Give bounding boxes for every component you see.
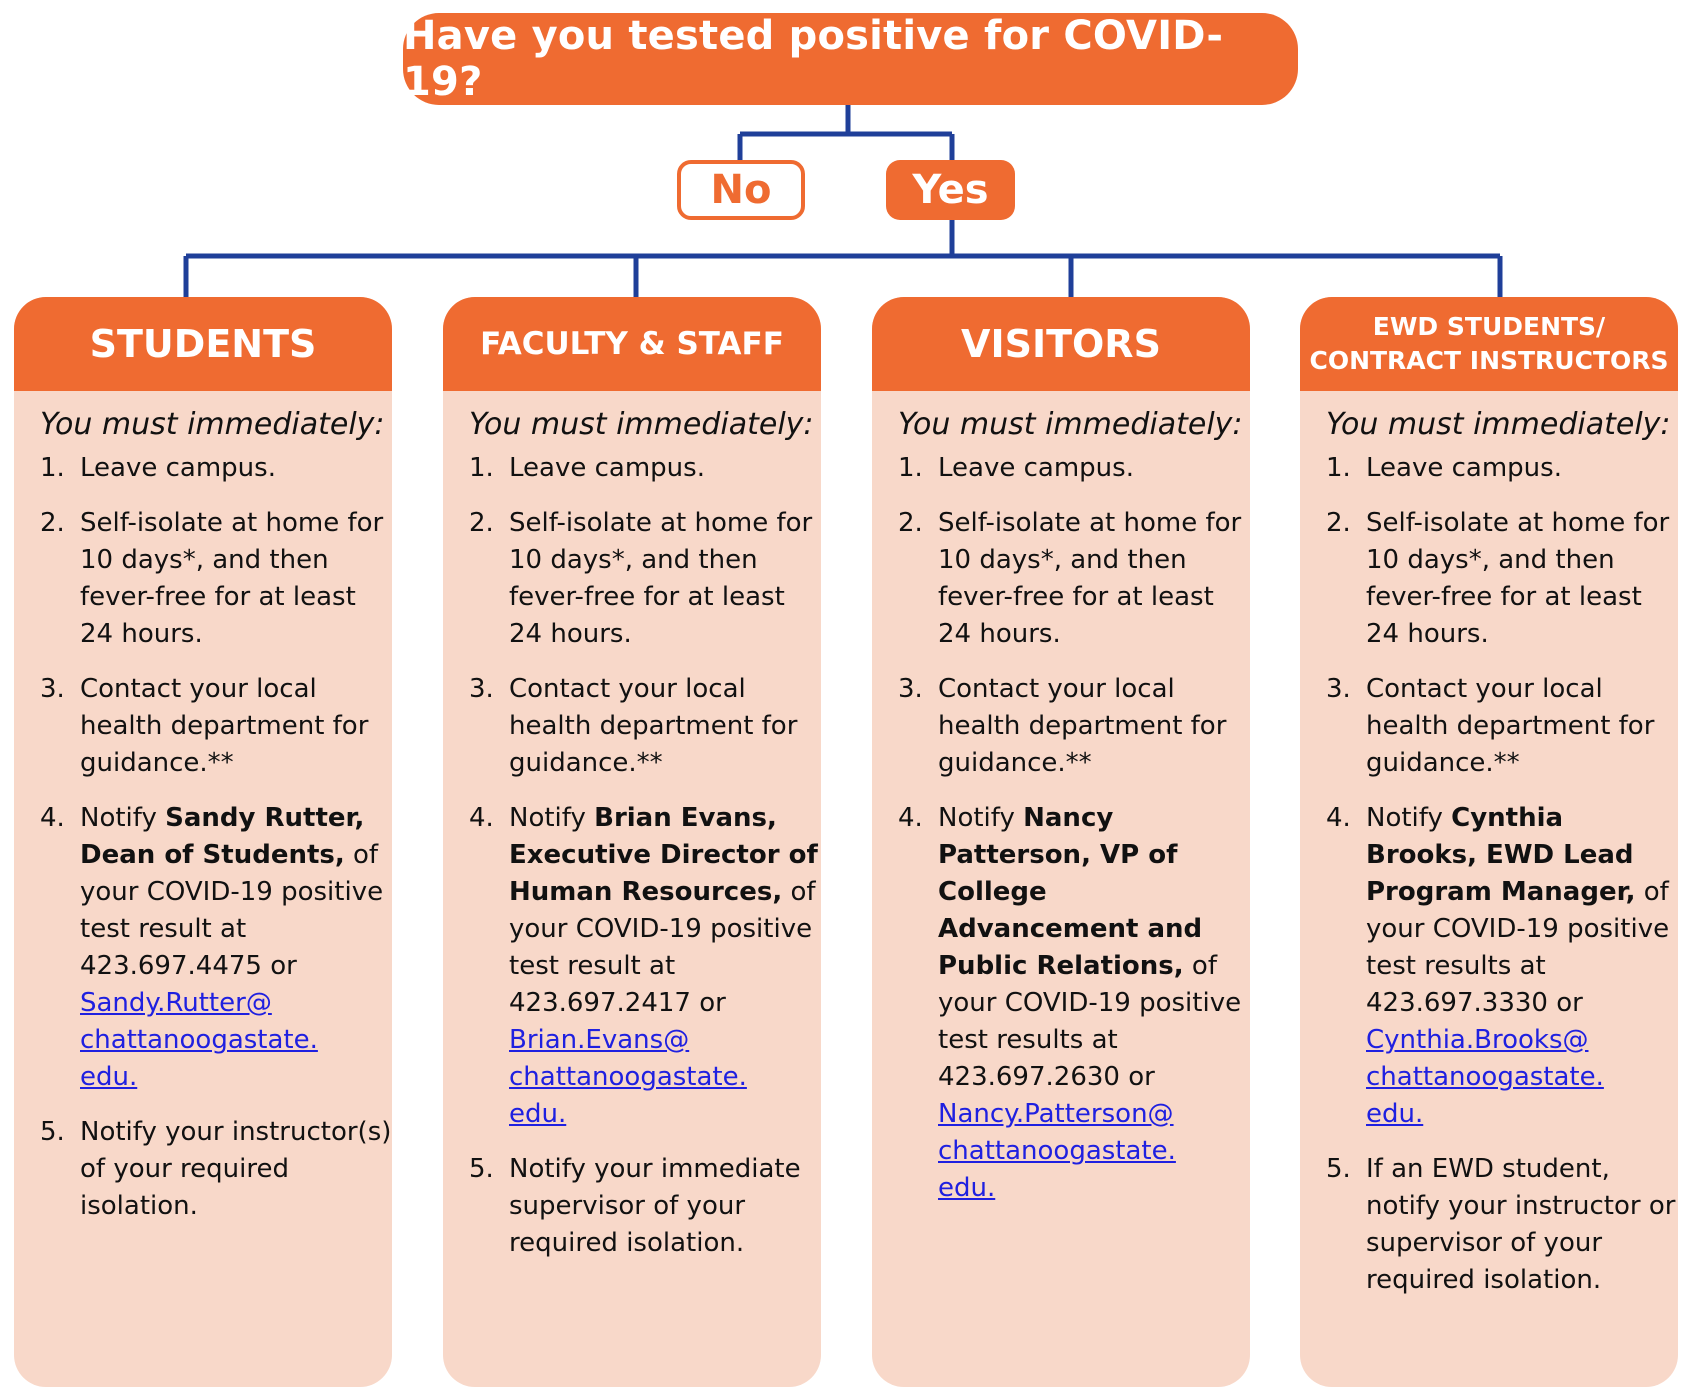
panel-students xyxy=(14,297,392,1387)
step-1: 1. Leave campus. xyxy=(40,453,276,483)
contact-name: Cynthia Brooks, EWD Lead Program Manager, xyxy=(1366,803,1636,907)
contact-name: Sandy Rutter, Dean of Students, xyxy=(80,803,365,870)
answer-no: No xyxy=(677,160,805,220)
contact-name: Brian Evans, Executive Director of Human Resources, xyxy=(509,803,818,907)
step-1: 1. Leave campus. xyxy=(898,453,1134,483)
step-5: 5. Notify your immediate supervisor of your required isolation. xyxy=(469,1154,801,1258)
step-5: 5. If an EWD student, notify your instructor or supervisor of your required isolation. xyxy=(1326,1154,1676,1295)
panel-intro: You must immediately: xyxy=(469,407,814,442)
step-4: 4. Notify Nancy Patterson, VP of College Advancement and Public Relations, of your COVID-19 positive test results at 423.697.2630 or Nancy.Patterson@ chattanoogastate. edu. xyxy=(898,800,1250,1207)
panel-intro: You must immediately: xyxy=(898,407,1243,442)
step-3: 3. Contact your local health department for guidance.** xyxy=(1326,674,1655,778)
step-5: 5. Notify your instructor(s) of your required isolation. xyxy=(40,1117,392,1221)
step-1: 1. Leave campus. xyxy=(469,453,705,483)
email-link[interactable]: Sandy.Rutter@ chattanoogastate. edu. xyxy=(80,988,318,1092)
panel-intro: You must immediately: xyxy=(1326,407,1671,442)
panel-title: VISITORS xyxy=(872,297,1250,391)
step-2: 2. Self-isolate at home for 10 days*, and then fever-free for at least 24 hours. xyxy=(469,508,813,649)
question-box: Have you tested positive for COVID-19? xyxy=(403,13,1298,105)
panel-title: STUDENTS xyxy=(14,297,392,391)
email-link[interactable]: Brian.Evans@ chattanoogastate. edu. xyxy=(509,1025,747,1129)
panel-title: FACULTY & STAFF xyxy=(443,297,821,391)
step-3: 3. Contact your local health department for guidance.** xyxy=(898,674,1227,778)
answer-yes: Yes xyxy=(886,160,1015,220)
contact-name: Nancy Patterson, VP of College Advancement and Public Relations, xyxy=(938,803,1203,981)
email-link[interactable]: Cynthia.Brooks@ chattanoogastate. edu. xyxy=(1366,1025,1604,1129)
step-4: 4. Notify Sandy Rutter, Dean of Students, of your COVID-19 positive test result at 423.697.4475 or Sandy.Rutter@ chattanoogastate. edu. xyxy=(40,800,392,1096)
step-1: 1. Leave campus. xyxy=(1326,453,1562,483)
email-link[interactable]: Nancy.Patterson@ chattanoogastate. edu. xyxy=(938,1099,1176,1203)
step-4: 4. Notify Cynthia Brooks, EWD Lead Program Manager, of your COVID-19 positive test results at 423.697.3330 or Cynthia.Brooks@ chattanoogastate. edu. xyxy=(1326,800,1678,1133)
step-2: 2. Self-isolate at home for 10 days*, and then fever-free for at least 24 hours. xyxy=(898,508,1242,649)
step-3: 3. Contact your local health department for guidance.** xyxy=(469,674,798,778)
step-2: 2. Self-isolate at home for 10 days*, and then fever-free for at least 24 hours. xyxy=(40,508,384,649)
panel-faculty-staff xyxy=(443,297,821,1387)
panel-visitors xyxy=(872,297,1250,1387)
step-2: 2. Self-isolate at home for 10 days*, and then fever-free for at least 24 hours. xyxy=(1326,508,1670,649)
panel-intro: You must immediately: xyxy=(40,407,385,442)
panel-ewd xyxy=(1300,297,1678,1387)
step-3: 3. Contact your local health department for guidance.** xyxy=(40,674,369,778)
panel-title: EWD STUDENTS/ CONTRACT INSTRUCTORS xyxy=(1300,297,1678,391)
step-4: 4. Notify Brian Evans, Executive Director of Human Resources, of your COVID-19 positive test result at 423.697.2417 or Brian.Evans@ chattanoogastate. edu. xyxy=(469,800,821,1133)
